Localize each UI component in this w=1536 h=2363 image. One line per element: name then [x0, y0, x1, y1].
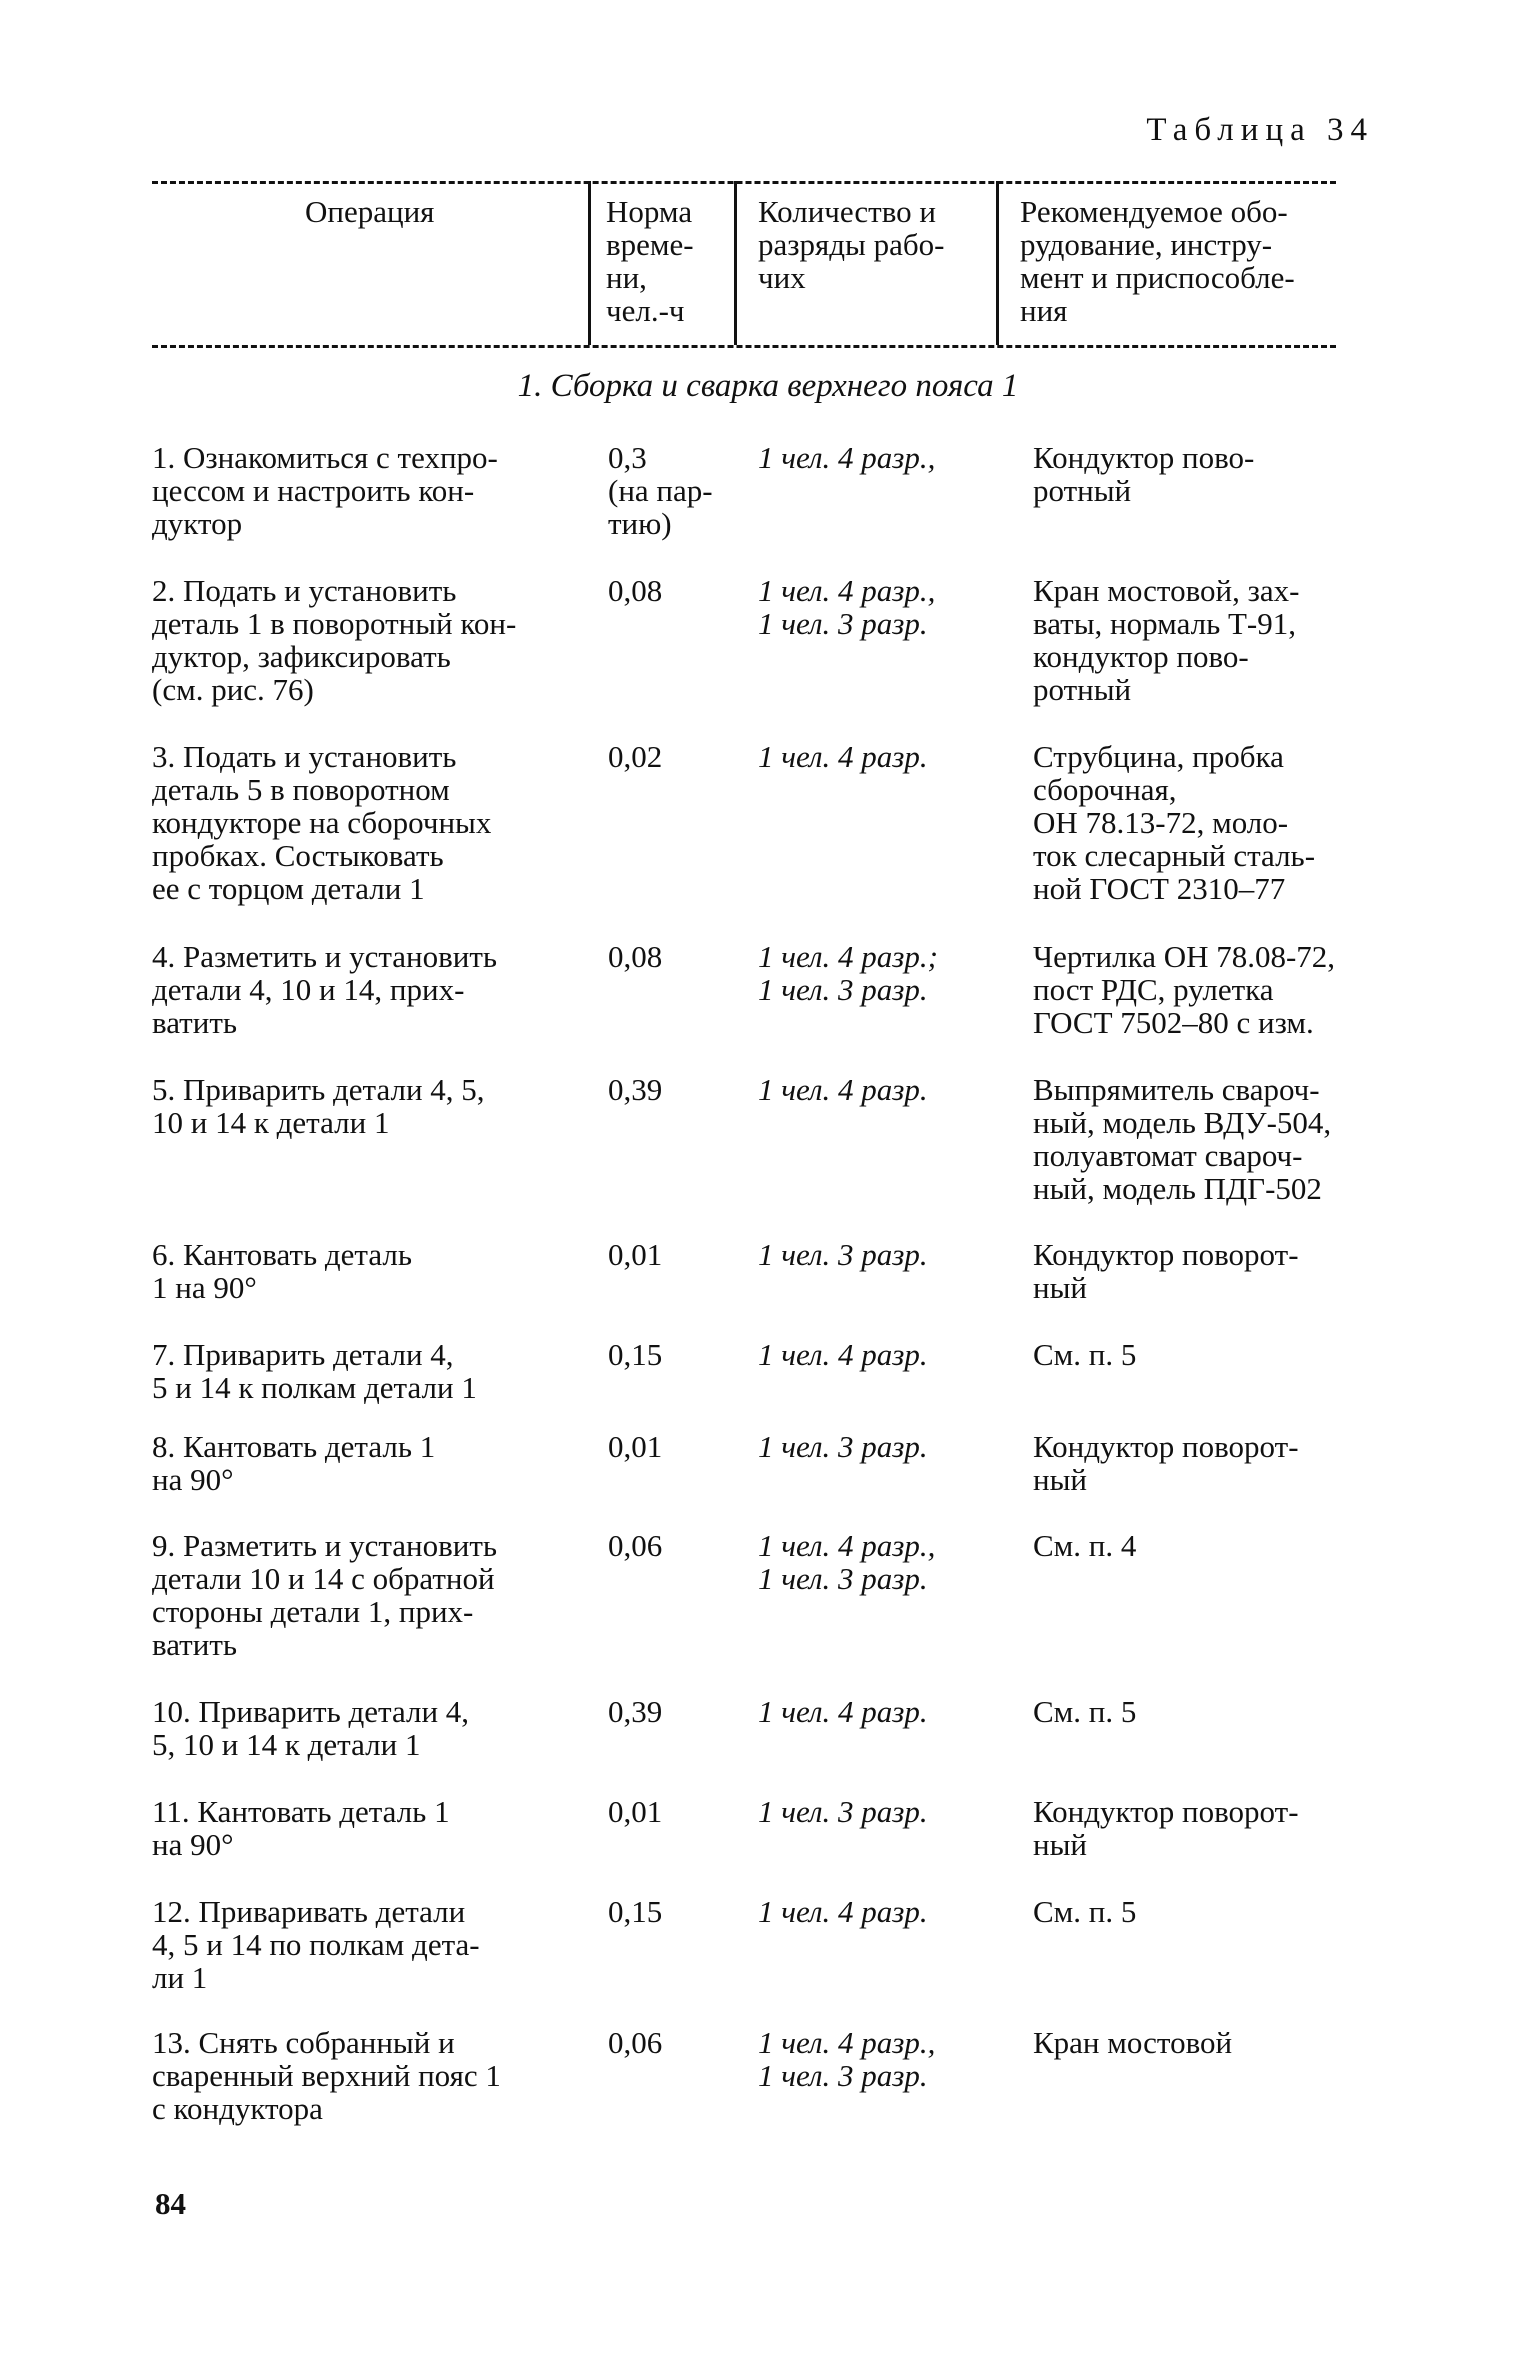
operation-cell: 4. Разметить и установить детали 4, 10 и 14, прих- ватить: [152, 939, 498, 1040]
norm-cell: 0,08: [608, 939, 663, 974]
operation-cell: 9. Разметить и установить детали 10 и 14 с обратной стороны детали 1, прих- ватить: [152, 1528, 498, 1662]
header-bottom-rule: [152, 345, 1336, 348]
norm-cell: 0,39: [608, 1694, 663, 1729]
header-operation: Операция: [305, 194, 435, 229]
norm-cell: 0,01: [608, 1429, 663, 1464]
operation-cell: 1. Ознакомиться с техпро- цессом и настроить кон- дуктор: [152, 440, 498, 541]
equipment-cell: Кран мостовой, зах- ваты, нормаль Т-91, кондуктор пово- ротный: [1033, 573, 1300, 707]
workers-cell: 1 чел. 4 разр.; 1 чел. 3 разр.: [758, 939, 938, 1007]
workers-cell: 1 чел. 3 разр.: [758, 1237, 928, 1272]
workers-cell: 1 чел. 4 разр., 1 чел. 3 разр.: [758, 1528, 936, 1596]
equipment-cell: Чертилка ОН 78.08-72, пост РДС, рулетка ГОСТ 7502–80 с изм.: [1033, 939, 1336, 1040]
workers-cell: 1 чел. 4 разр.: [758, 1894, 928, 1929]
operation-cell: 5. Приварить детали 4, 5, 10 и 14 к детали 1: [152, 1072, 485, 1140]
norm-cell: 0,15: [608, 1894, 663, 1929]
header-divider-3: [996, 181, 999, 345]
workers-cell: 1 чел. 4 разр.: [758, 1072, 928, 1107]
page-number: 84: [155, 2186, 186, 2221]
equipment-cell: Кран мостовой: [1033, 2025, 1233, 2060]
operation-cell: 3. Подать и установить деталь 5 в поворотном кондукторе на сборочных пробках. Состыковать ее с торцом детали 1: [152, 739, 492, 906]
operation-cell: 10. Приварить детали 4, 5, 10 и 14 к детали 1: [152, 1694, 470, 1762]
header-workers: Количество и разряды рабо- чих: [758, 194, 945, 295]
equipment-cell: См. п. 4: [1033, 1528, 1137, 1563]
norm-cell: 0,06: [608, 2025, 663, 2060]
operation-cell: 13. Снять собранный и сваренный верхний пояс 1 с кондуктора: [152, 2025, 501, 2126]
equipment-cell: См. п. 5: [1033, 1694, 1137, 1729]
operation-cell: 2. Подать и установить деталь 1 в поворотный кон- дуктор, зафиксировать (см. рис. 76): [152, 573, 517, 707]
equipment-cell: См. п. 5: [1033, 1337, 1137, 1372]
equipment-cell: Кондуктор пово- ротный: [1033, 440, 1255, 508]
equipment-cell: Выпрямитель свароч- ный, модель ВДУ-504, полуавтомат свароч- ный, модель ПДГ-502: [1033, 1072, 1332, 1206]
equipment-cell: Кондуктор поворот- ный: [1033, 1794, 1299, 1862]
equipment-cell: Струбцина, пробка сборочная, ОН 78.13-72, моло- ток слесарный сталь- ной ГОСТ 2310–77: [1033, 739, 1316, 906]
section-title: 1. Сборка и сварка верхнего пояса 1: [517, 368, 1019, 404]
norm-cell: 0,15: [608, 1337, 663, 1372]
header-divider-1: [588, 181, 591, 345]
norm-cell: 0,39: [608, 1072, 663, 1107]
norm-cell: 0,08: [608, 573, 663, 608]
norm-cell: 0,06: [608, 1528, 663, 1563]
equipment-cell: Кондуктор поворот- ный: [1033, 1237, 1299, 1305]
workers-cell: 1 чел. 4 разр., 1 чел. 3 разр.: [758, 2025, 936, 2093]
operation-cell: 11. Кантовать деталь 1 на 90°: [152, 1794, 450, 1862]
header-top-rule: [152, 181, 1336, 184]
equipment-cell: Кондуктор поворот- ный: [1033, 1429, 1299, 1497]
workers-cell: 1 чел. 3 разр.: [758, 1794, 928, 1829]
operation-cell: 8. Кантовать деталь 1 на 90°: [152, 1429, 436, 1497]
norm-cell: 0,01: [608, 1794, 663, 1829]
workers-cell: 1 чел. 4 разр.: [758, 1694, 928, 1729]
norm-cell: 0,3 (на пар- тию): [608, 440, 713, 541]
workers-cell: 1 чел. 4 разр.: [758, 739, 928, 774]
workers-cell: 1 чел. 3 разр.: [758, 1429, 928, 1464]
equipment-cell: См. п. 5: [1033, 1894, 1137, 1929]
workers-cell: 1 чел. 4 разр., 1 чел. 3 разр.: [758, 573, 936, 641]
table-caption: Таблица 34: [1146, 112, 1374, 148]
workers-cell: 1 чел. 4 разр.: [758, 1337, 928, 1372]
operation-cell: 7. Приварить детали 4, 5 и 14 к полкам детали 1: [152, 1337, 477, 1405]
norm-cell: 0,02: [608, 739, 663, 774]
workers-cell: 1 чел. 4 разр.,: [758, 440, 936, 475]
header-divider-2: [734, 181, 737, 345]
norm-cell: 0,01: [608, 1237, 663, 1272]
operation-cell: 12. Приваривать детали 4, 5 и 14 по полкам дета- ли 1: [152, 1894, 480, 1995]
operation-cell: 6. Кантовать деталь 1 на 90°: [152, 1237, 412, 1305]
header-norm: Норма време- ни, чел.-ч: [606, 194, 694, 328]
header-equipment: Рекомендуемое обо- рудование, инстру- мент и приспособле- ния: [1020, 194, 1295, 328]
